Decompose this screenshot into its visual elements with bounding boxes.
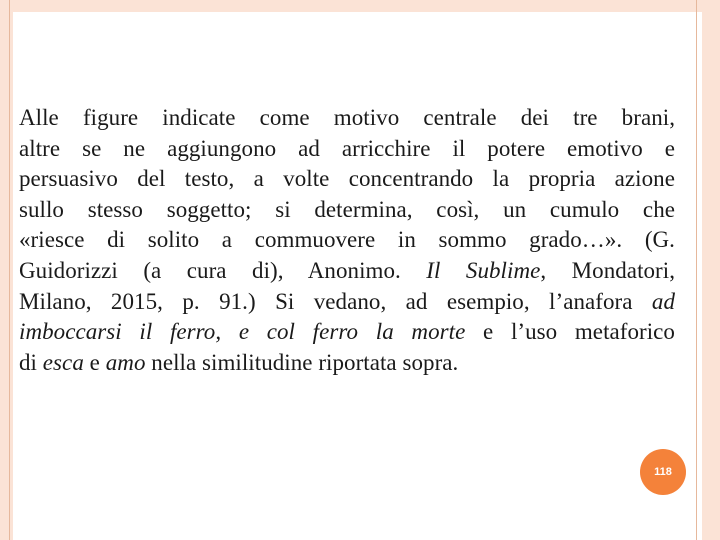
italic-text-segment: esca bbox=[42, 349, 84, 375]
text-segment: nella similitudine riportata sopra. bbox=[145, 349, 459, 375]
italic-text-segment: Il Sublime bbox=[426, 257, 541, 283]
text-segment: di bbox=[19, 349, 43, 375]
text-segment: e l’uso metaforico bbox=[465, 319, 675, 345]
italic-text-segment: ad bbox=[651, 288, 675, 314]
italic-text-segment: amo bbox=[105, 349, 146, 375]
text-line bbox=[19, 317, 675, 348]
text-segment: , Mondatori, bbox=[540, 257, 676, 283]
text-line bbox=[19, 134, 675, 165]
page-number: 118 bbox=[654, 466, 672, 478]
text-segment: persuasivo del testo, a volte concentrando la propria azione bbox=[19, 166, 675, 192]
frame-line-left bbox=[9, 0, 10, 540]
text-line bbox=[19, 103, 675, 134]
text-line bbox=[19, 287, 675, 318]
text-line bbox=[19, 256, 675, 287]
slide-frame-right bbox=[702, 0, 720, 540]
text-line bbox=[19, 348, 675, 379]
text-segment: altre se ne aggiungono ad arricchire il potere emotivo e bbox=[19, 135, 675, 161]
text-segment: Milano, 2015, p. 91.) Si vedano, ad esempio, l’anafora bbox=[19, 288, 652, 314]
text-line bbox=[19, 164, 675, 195]
slide-frame-left bbox=[0, 0, 13, 540]
text-segment: «riesce di solito a commuovere in sommo grado…». (G. bbox=[19, 227, 675, 253]
body-paragraph bbox=[19, 103, 675, 378]
page-number-badge bbox=[640, 449, 686, 495]
text-segment: Alle figure indicate come motivo centrale dei tre brani, bbox=[19, 105, 675, 130]
frame-line-right bbox=[696, 0, 697, 540]
italic-text-segment: imboccarsi il ferro, e col ferro la morte bbox=[19, 319, 466, 345]
text-line bbox=[19, 225, 675, 256]
text-segment: Guidorizzi (a cura di), Anonimo. bbox=[19, 257, 427, 283]
text-line bbox=[19, 195, 675, 226]
slide-frame-top bbox=[0, 0, 720, 12]
text-segment: sullo stesso soggetto; si determina, così, un cumulo che bbox=[19, 196, 675, 222]
text-segment: e bbox=[83, 349, 106, 375]
